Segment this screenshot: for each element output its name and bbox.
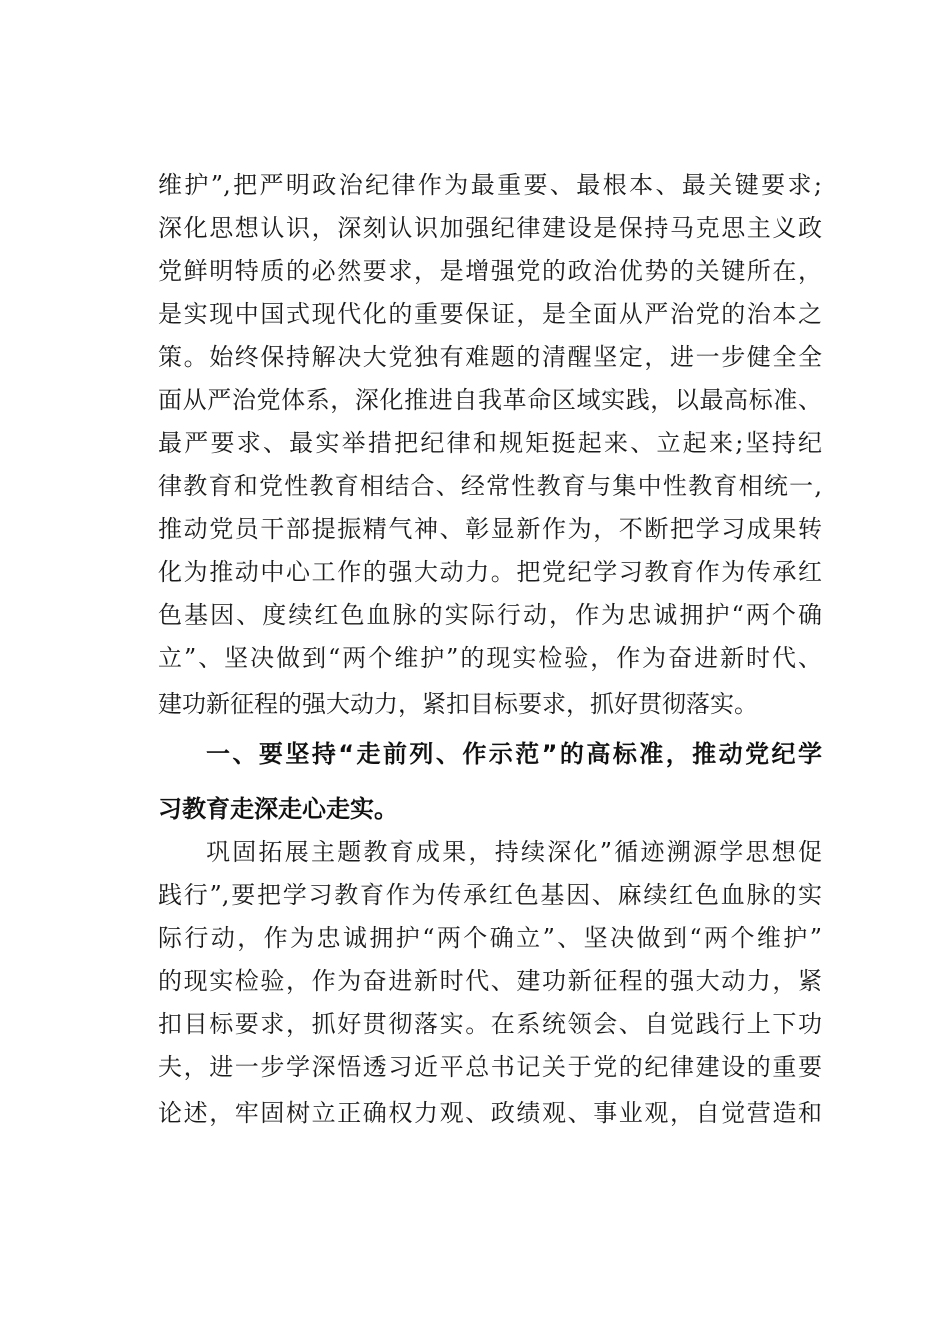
paragraph-1-line-6: 面从严治党体系，深化推进自我革命区域实践，以最高标准、 — [158, 386, 822, 414]
paragraph-1-line-11: 色基因、度续红色血脉的实际行动，作为忠诚拥护“两个确 — [158, 601, 822, 629]
paragraph-2-line-7: 论述，牢固树立正确权力观、政绩观、事业观，自觉营造和 — [158, 1099, 822, 1127]
paragraph-1-line-10: 化为推动中心工作的强大动力。把党纪学习教育作为传承红 — [158, 558, 822, 586]
paragraph-1-line-13: 建功新征程的强大动力，紧扣目标要求，抓好贯彻落实。 — [158, 690, 758, 718]
paragraph-2-line-5: 扣目标要求，抓好贯彻落实。在系统领会、自觉践行上下功 — [158, 1010, 822, 1038]
paragraph-2-line-4: 的现实检验，作为奋进新时代、建功新征程的强大动力，紧 — [158, 967, 822, 995]
paragraph-1-line-7: 最严要求、最实举措把纪律和规矩挺起来、立起来;坚持纪 — [158, 429, 822, 457]
paragraph-1-line-5: 策。始终保持解决大党独有难题的清醒坚定，进一步健全全 — [158, 343, 822, 371]
paragraph-1-line-12: 立”、坚决做到“两个维护”的现实检验，作为奋进新时代、 — [158, 644, 822, 672]
paragraph-1-line-2: 深化思想认识，深刻认识加强纪律建设是保持马克思主义政 — [158, 214, 822, 242]
paragraph-2-line-1: 巩固拓展主题教育成果，持续深化”循迹溯源学思想促 — [206, 838, 822, 866]
paragraph-1-line-4: 是实现中国式现代化的重要保证，是全面从严治党的治本之 — [158, 300, 822, 328]
paragraph-1-line-3: 党鲜明特质的必然要求，是增强党的政治优势的关键所在， — [158, 257, 822, 285]
paragraph-2-line-2: 践行”,要把学习教育作为传承红色基因、麻续红色血脉的实 — [158, 881, 822, 909]
section-heading-line-2: 习教育走深走心走实。 — [158, 795, 398, 823]
paragraph-1-line-9: 推动党员干部提振精气神、彰显新作为，不断把学习成果转 — [158, 515, 822, 543]
paragraph-2-line-3: 际行动，作为忠诚拥护“两个确立”、坚决做到“两个维护” — [158, 924, 822, 952]
paragraph-1-line-8: 律教育和党性教育相结合、经常性教育与集中性教育相统一, — [158, 472, 822, 500]
paragraph-1-line-1: 维护”,把严明政治纪律作为最重要、最根本、最关键要求; — [158, 171, 822, 199]
paragraph-2-line-6: 夫，进一步学深悟透习近平总书记关于党的纪律建设的重要 — [158, 1053, 822, 1081]
section-heading-line-1: 一、要坚持“走前列、作示范”的高标准，推动党纪学 — [206, 740, 822, 768]
